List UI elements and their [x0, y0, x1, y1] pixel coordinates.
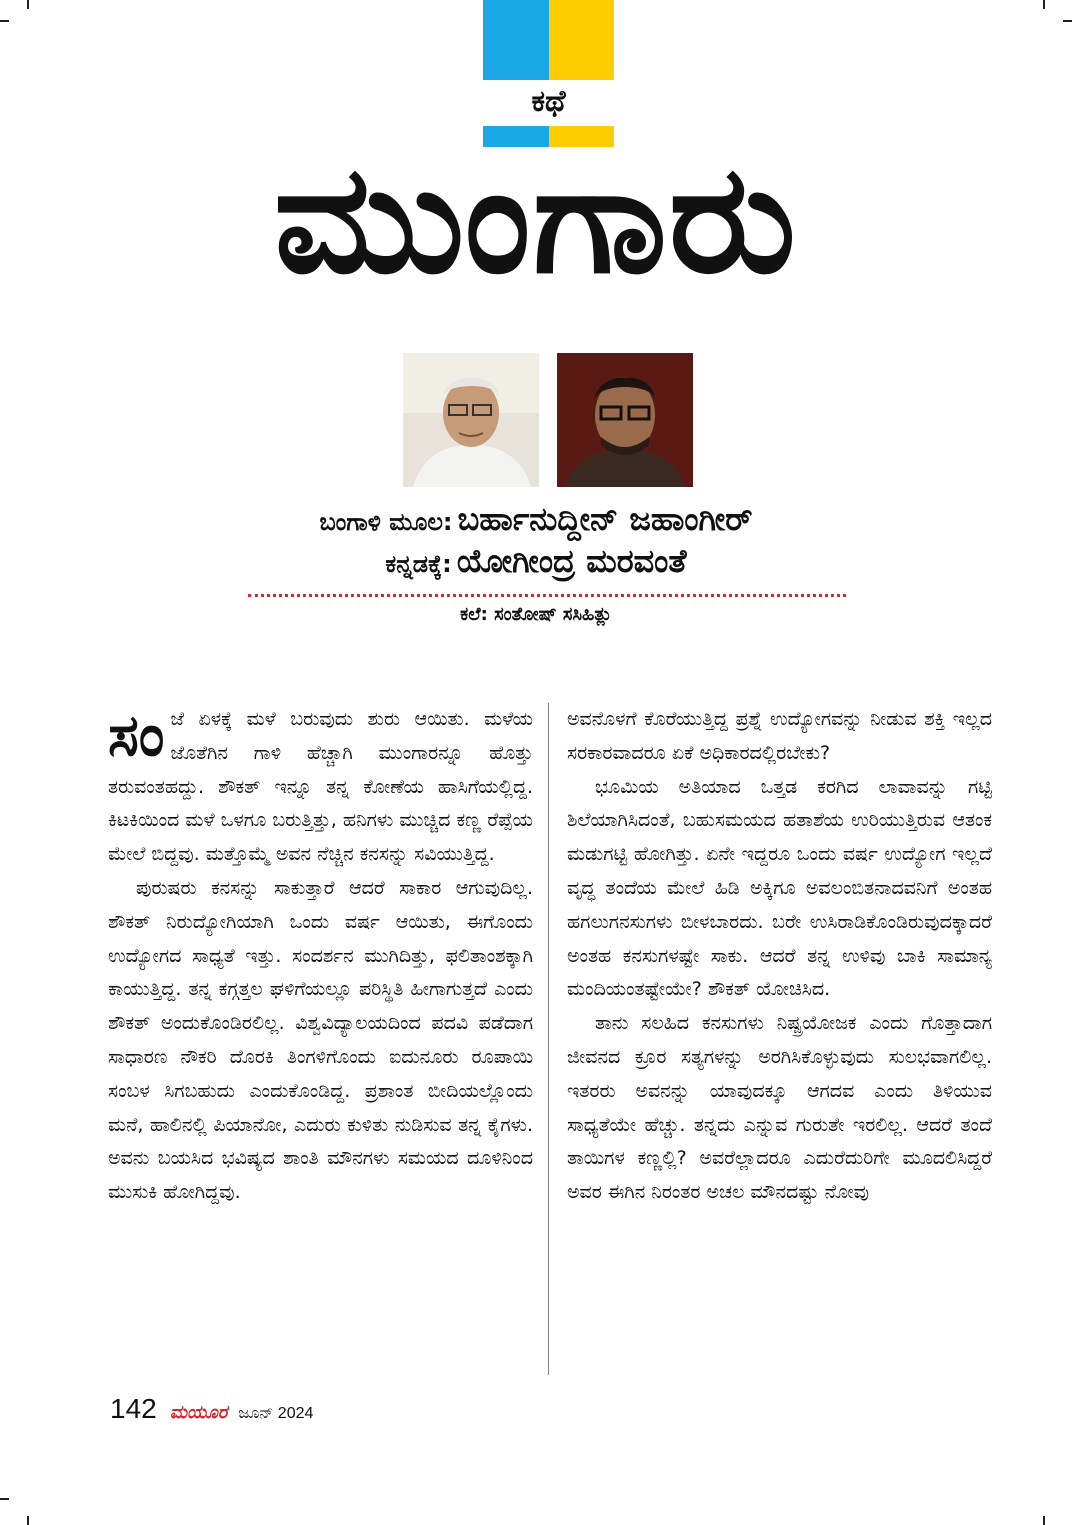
story-title: ಮುಂಗಾರು: [274, 133, 798, 307]
translation-label: ಕನ್ನಡಕ್ಕೆ:: [385, 550, 452, 578]
translator-credit: [0, 542, 1072, 581]
drop-cap: ಸಂ: [108, 701, 165, 769]
translator-name: ಯೋಗೀಂದ್ರ ಮರವಂತೆ: [456, 542, 687, 580]
original-author: ಬರ್ಹಾನುದ್ದೀನ್ ಜಹಾಂಗೀರ್: [457, 500, 753, 538]
article-paragraph: ಭೂಮಿಯ ಅತಿಯಾದ ಒತ್ತಡ ಕರಗಿದ ಲಾವಾವನ್ನು ಗಟ್ಟಿ ಶಿಲೆಯಾಗಿಸಿದಂತೆ, ಬಹುಸಮಯದ ಹತಾಶೆಯ ಉರಿಯುತ್ತಿರುವ ಆತಂಕ ಮಡುಗಟ್ಟಿ ಹೋಗಿತ್ತು. ಏನೇ ಇದ್ದರೂ ಒಂದು ವರ್ಷ ಉದ್ಯೋಗ ಇಲ್ಲದೆ ವೃದ್ಧ ತಂದೆಯ ಮೇಲೆ ಹಿಡಿ ಅಕ್ಕಿಗೂ ಅವಲಂಬಿತನಾದವನಿಗೆ ಅಂತಹ ಹಗಲುಗನಸುಗಳು ಬೀಳಬಾರದು. ಬರೇ ಉಸಿರಾಡಿಕೊಂಡಿರುವುದಕ್ಕಾದರೆ ಅಂತಹ ಕನಸುಗಳಷ್ಟೇ ಸಾಕು. ಆದರೆ ತನ್ನ ಉಳಿವು ಬಾಕಿ ಸಾಮಾನ್ಯ ಮಂದಿಯಂತಷ್ಟೇಯೇ? ಶೌಕತ್ ಯೋಚಿಸಿದ.: [567, 775, 992, 1001]
original-author-credit: [0, 500, 1072, 539]
crop-mark: [1063, 20, 1072, 22]
column-divider: [548, 703, 549, 1375]
crop-mark: [0, 20, 9, 22]
section-label: ಕಥೆ: [531, 84, 566, 119]
crop-mark: [1043, 1516, 1045, 1525]
translator-photo: [557, 353, 693, 487]
dotted-divider: [248, 594, 846, 597]
crop-mark: [27, 1516, 29, 1525]
magazine-logo: ಮಯೂರ: [169, 1402, 228, 1423]
crop-mark: [27, 0, 29, 9]
article-paragraph: ಪುರುಷರು ಕನಸನ್ನು ಸಾಕುತ್ತಾರೆ ಆದರೆ ಸಾಕಾರ ಆಗುವುದಿಲ್ಲ. ಶೌಕತ್ ನಿರುದ್ಯೋಗಿಯಾಗಿ ಒಂದು ವರ್ಷ ಆಯಿತು, ಈಗೊಂದು ಉದ್ಯೋಗದ ಸಾಧ್ಯತೆ ಇತ್ತು. ಸಂದರ್ಶನ ಮುಗಿದಿತ್ತು, ಫಲಿತಾಂಶಕ್ಕಾಗಿ ಕಾಯುತ್ತಿದ್ದ. ತನ್ನ ಕಗ್ಗತ್ತಲ ಘಳಿಗೆಯಲ್ಲೂ ಪರಿಸ್ಥಿತಿ ಹೀಗಾಗುತ್ತದೆ ಎಂದು ಶೌಕತ್ ಅಂದುಕೊಂಡಿರಲಿಲ್ಲ. ವಿಶ್ವವಿದ್ಯಾಲಯದಿಂದ ಪದವಿ ಪಡೆದಾಗ ಸಾಧಾರಣ ನೌಕರಿ ದೊರಕಿ ತಿಂಗಳಿಗೊಂದು ಐದುನೂರು ರೂಪಾಯಿ ಸಂಬಳ ಸಿಗಬಹುದು ಎಂದುಕೊಂಡಿದ್ದ. ಪ್ರಶಾಂತ ಬೀದಿಯಲ್ಲೊಂದು ಮನೆ, ಹಾಲಿನಲ್ಲಿ ಪಿಯಾನೋ, ಎದುರು ಕುಳಿತು ನುಡಿಸುವ ತನ್ನ ಕೈಗಳು. ಅವನು ಬಯಸಿದ ಭವಿಷ್ಯದ ಶಾಂತಿ ಮೌನಗಳು ಸಮಯದ ದೂಳಿನಿಂದ ಮುಸುಕಿ ಹೋಗಿದ್ದವು.: [108, 876, 533, 1204]
article-column-left: [108, 703, 533, 1210]
page-number: 142: [110, 1393, 157, 1424]
crop-mark: [1043, 0, 1045, 9]
article-paragraph: ತಾನು ಸಲಹಿದ ಕನಸುಗಳು ನಿಷ್ಪ್ರಯೋಜಕ ಎಂದು ಗೊತ್ತಾದಾಗ ಜೀವನದ ಕ್ರೂರ ಸತ್ಯಗಳನ್ನು ಅರಗಿಸಿಕೊಳ್ಳುವುದು ಸುಲಭವಾಗಲಿಲ್ಲ. ಇತರರು ಅವನನ್ನು ಯಾವುದಕ್ಕೂ ಆಗದವ ಎಂದು ತಿಳಿಯುವ ಸಾಧ್ಯತೆಯೇ ಹೆಚ್ಚು. ತನ್ನದು ಎನ್ನುವ ಗುರುತೇ ಇರಲಿಲ್ಲ. ಆದರೆ ತಂದೆ ತಾಯಿಗಳ ಕಣ್ಣಲ್ಲಿ? ಅವರೆಲ್ಲಾದರೂ ಎದುರೆದುರಿಗೇ ಮೂದಲಿಸಿದ್ದರೆ ಅವರ ಈಗಿನ ನಿರಂತರ ಅಚಲ ಮೌನದಷ್ಟು ನೋವು: [567, 1012, 992, 1204]
crop-mark: [0, 1498, 9, 1500]
article-paragraph: ಸಂಜೆ ಏಳಕ್ಕೆ ಮಳೆ ಬರುವುದು ಶುರು ಆಯಿತು. ಮಳೆಯ ಜೊತೆಗಿನ ಗಾಳಿ ಹೆಚ್ಚಾಗಿ ಮುಂಗಾರನ್ನೂ ಹೊತ್ತು ತರುವಂತಹದ್ದು. ಶೌಕತ್ ಇನ್ನೂ ತನ್ನ ಕೋಣೆಯ ಹಾಸಿಗೆಯಲ್ಲಿದ್ದ. ಕಿಟಕಿಯಿಂದ ಮಳೆ ಒಳಗೂ ಬರುತ್ತಿತ್ತು, ಹನಿಗಳು ಮುಚ್ಚಿದ ಕಣ್ಣ ರೆಪ್ಪೆಯ ಮೇಲೆ ಬಿದ್ದವು. ಮತ್ತೊಮ್ಮೆ ಅವನ ನೆಚ್ಚಿನ ಕನಸನ್ನು ಸವಿಯುತ್ತಿದ್ದ.: [108, 701, 533, 866]
illustration-credit: ಕಲೆ: ಸಂತೋಷ್ ಸಸಿಹಿತ್ಲು: [460, 604, 612, 625]
original-label: ಬಂಗಾಳಿ ಮೂಲ:: [319, 508, 453, 536]
issue-date: ಜೂನ್ 2024: [238, 1405, 314, 1422]
author-photo: [403, 353, 539, 487]
article-column-right: [567, 703, 992, 1210]
section-color-block-top: [483, 0, 614, 80]
page-footer: [110, 1393, 313, 1425]
article-paragraph: ಅವನೊಳಗೆ ಕೊರೆಯುತ್ತಿದ್ದ ಪ್ರಶ್ನೆ ಉದ್ಯೋಗವನ್ನು ನೀಡುವ ಶಕ್ತಿ ಇಲ್ಲದ ಸರಕಾರವಾದರೂ ಏಕೆ ಅಧಿಕಾರದಲ್ಲಿರಬೇಕು?: [567, 708, 992, 764]
